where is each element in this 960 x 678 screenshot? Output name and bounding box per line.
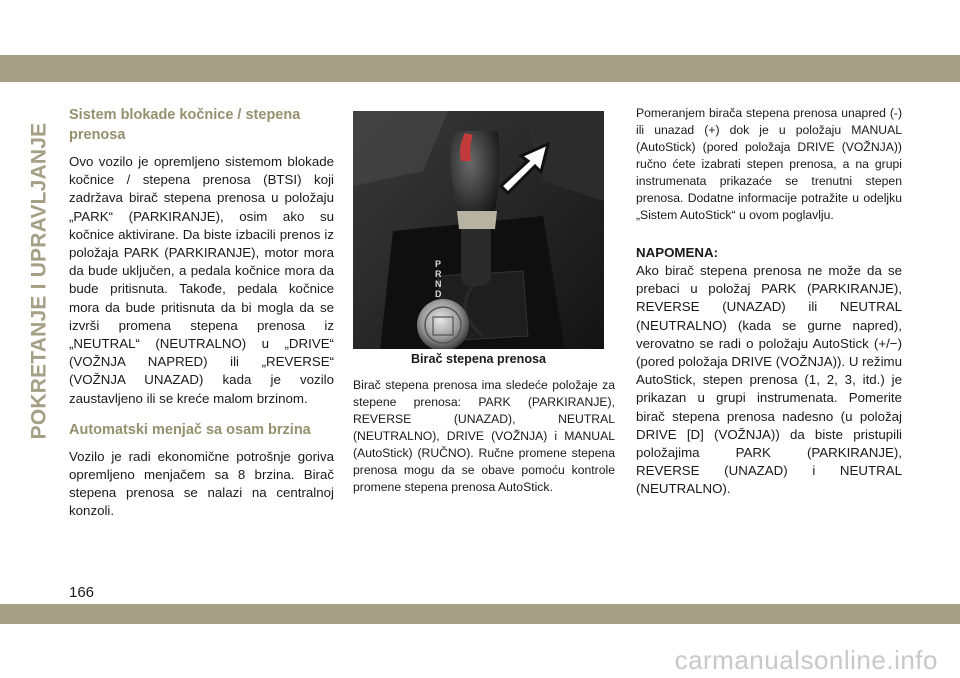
paragraph-gear-positions: Birač stepena prenosa ima sledeće položaje za stepene prenosa: PARK (PARKIRANJE), REVERSE (UNAZAD), NEUTRAL (NEUTRALNO), DRIVE (VOŽNJA) i MANUAL (AutoStick) (RUČNO). Ručne promene stepena prenosa mogu da se obave pomoću kontrole promene stepena prenosa AutoStick. (353, 378, 615, 494)
column-right (636, 105, 902, 499)
gear-selector-photo (353, 111, 604, 369)
gate-label-d: D (435, 289, 442, 299)
gate-label-n: N (435, 279, 442, 289)
paragraph-btsi: Ovo vozilo je opremljeno sistemom blokade kočnice / stepena prenosa (BTSI) koji zadržava birač stepena prenosa u položaju „PARK“ (PARKIRANJE), osim ako su kočnice aktivirane. Da biste izbacili prenos iz položaja PARK (PARKIRANJE), motor mora da bude uključen, a pedala kočnice mora da bude pritisnuta. Takođe, pedala kočnice mora da bude pritisnuta da bi mogla da se izvrši promena stepena prenosa iz „NEUTRAL“ (NEUTRALNO) u „DRIVE“ (VOŽNJA NAPRED) ili „REVERSE“ (VOŽNJA UNAZAD) kada je vozilo zaustavljeno ili se kreće malom brzinom. (69, 154, 334, 406)
header-band (0, 55, 960, 82)
note-title: NAPOMENA: (636, 245, 718, 260)
page-number: 166 (69, 584, 95, 601)
heading-btsi: Sistem blokade kočnice / stepena prenosa (69, 107, 301, 143)
gate-label-p: P (435, 259, 442, 269)
footer-band (0, 604, 960, 624)
watermark-text: carmanualsonline.info (674, 645, 938, 675)
paragraph-automatic-transmission: Vozilo je radi ekonomične potrošnje goriva opremljeno menjačem sa 8 brzina. Birač stepena prenosa se nalazi na centralnoj konzoli. (69, 448, 334, 519)
gate-label-r: R (435, 269, 442, 279)
column-middle (353, 377, 615, 496)
column-left (69, 105, 334, 521)
side-chapter-title-text: POKRETANJE I UPRAVLJANJE (27, 122, 50, 440)
paragraph-autostick: Pomeranjem birača stepena prenosa unapred (-) ili unazad (+) dok je u položaju MANUAL (AutoStick) (pored položaja DRIVE (VOŽNJA)) ručno ćete izabrati stepen prenosa, a na grupi instrumenata prikazaće se trenutni stepen prenosa. Dodatne informacije potražite u odeljku „Sistem AutoStick“ u ovom poglavlju. (636, 106, 902, 222)
watermark (0, 645, 960, 676)
note-text: Ako birač stepena prenosa ne može da se prebaci u položaj PARK (PARKIRANJE), REVERSE (UNAZAD) ili NEUTRAL (NEUTRALNO) (kada se gurne napred), verovatno se radi o položaju AutoStick (+/−) (pored položaja DRIVE (VOŽNJA)). U režimu AutoStick, stepen prenosa (1, 2, 3, itd.) je prikazan u grupi instrumenata. Pomerite birač stepena prenosa nadesno (u položaj DRIVE [D] (VOŽNJA)) da biste pristupili položajima PARK (PARKIRANJE), REVERSE (UNAZAD) i NEUTRAL (NEUTRALNO). (636, 263, 903, 497)
figure-caption: Birač stepena prenosa (353, 349, 604, 369)
side-chapter-title (26, 116, 52, 446)
heading-automatic-transmission: Automatski menjač sa osam brzina (69, 421, 311, 438)
